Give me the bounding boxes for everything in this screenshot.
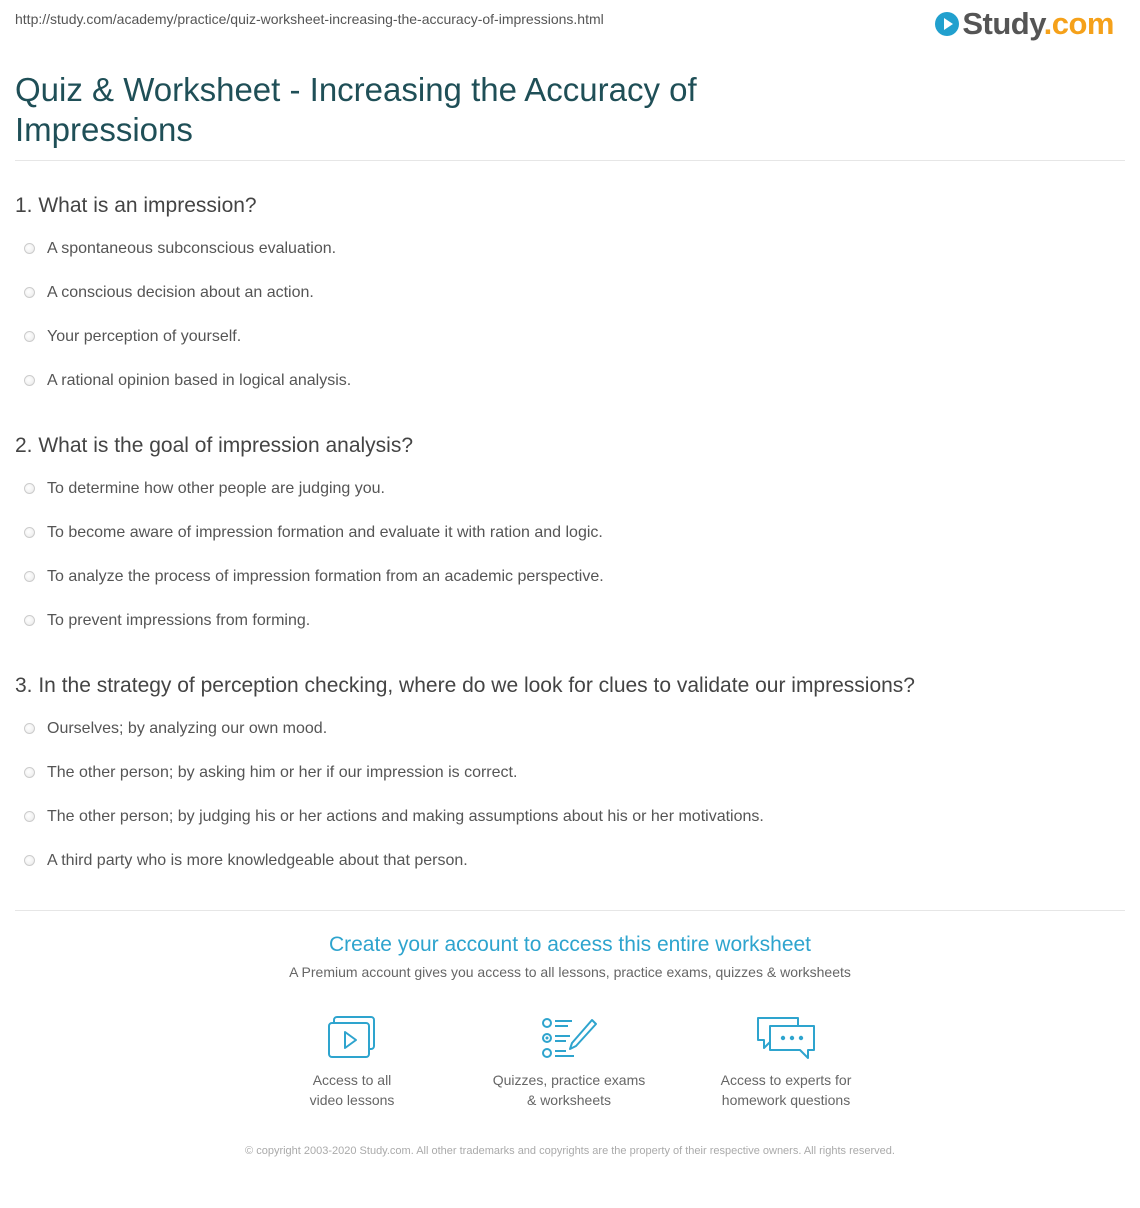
answer-option[interactable]: A third party who is more knowledgeable about that person.: [15, 839, 1125, 883]
feature-quizzes: [479, 1016, 659, 1110]
answer-option[interactable]: A spontaneous subconscious evaluation.: [15, 227, 1125, 271]
radio-button[interactable]: [24, 615, 35, 626]
radio-button[interactable]: [24, 855, 35, 866]
page-url: http://study.com/academy/practice/quiz-worksheet-increasing-the-accuracy-of-impressions.html: [15, 11, 604, 27]
experts-chat-icon: [754, 1016, 818, 1060]
radio-button[interactable]: [24, 331, 35, 342]
cta-subtitle: A Premium account gives you access to all lessons, practice exams, quizzes & worksheets: [289, 964, 851, 980]
logo-text: Study: [962, 6, 1044, 41]
play-logo-icon: [935, 12, 959, 36]
answer-option[interactable]: To become aware of impression formation and evaluate it with ration and logic.: [15, 511, 1125, 555]
question-2: [15, 431, 1125, 643]
radio-button[interactable]: [24, 483, 35, 494]
radio-button[interactable]: [24, 723, 35, 734]
create-account-link[interactable]: Create your account to access this entire worksheet: [328, 933, 812, 956]
feature-video-lessons: [262, 1016, 442, 1110]
study-logo[interactable]: [935, 6, 1114, 42]
radio-button[interactable]: [24, 767, 35, 778]
radio-button[interactable]: [24, 243, 35, 254]
answer-option[interactable]: To prevent impressions from forming.: [15, 599, 1125, 643]
feature-line: Quizzes, practice exams: [492, 1072, 646, 1088]
answer-option[interactable]: Ourselves; by analyzing our own mood.: [15, 707, 1125, 751]
answer-option[interactable]: Your perception of yourself.: [15, 315, 1125, 359]
quizzes-worksheets-icon: [540, 1016, 598, 1060]
feature-line: Access to all: [312, 1072, 392, 1088]
feature-line: Access to experts for: [720, 1072, 852, 1088]
answer-option[interactable]: A conscious decision about an action.: [15, 271, 1125, 315]
answer-option[interactable]: To determine how other people are judging you.: [15, 467, 1125, 511]
question-1-text: 1. What is an impression?: [15, 194, 257, 217]
question-2-text: 2. What is the goal of impression analysis?: [15, 434, 414, 457]
question-3: [15, 671, 1125, 883]
feature-line: homework questions: [721, 1092, 851, 1108]
answer-option[interactable]: To analyze the process of impression formation from an academic perspective.: [15, 555, 1125, 599]
feature-experts: [696, 1016, 876, 1110]
feature-line: video lessons: [309, 1092, 395, 1108]
page-title: Quiz & Worksheet - Increasing the Accuracy of Impressions: [15, 71, 697, 148]
divider: [15, 910, 1125, 911]
logo-suffix: .com: [1043, 6, 1114, 41]
answer-option[interactable]: The other person; by asking him or her if our impression is correct.: [15, 751, 1125, 795]
radio-button[interactable]: [24, 287, 35, 298]
copyright-text: © copyright 2003-2020 Study.com. All other trademarks and copyrights are the property of their respective owners. All rights reserved.: [245, 1145, 895, 1157]
radio-button[interactable]: [24, 527, 35, 538]
question-1: [15, 191, 1125, 403]
video-lessons-icon: [326, 1016, 378, 1060]
radio-button[interactable]: [24, 375, 35, 386]
radio-button[interactable]: [24, 571, 35, 582]
question-3-text: 3. In the strategy of perception checking, where do we look for clues to validate our impressions?: [15, 674, 915, 697]
answer-option[interactable]: A rational opinion based in logical analysis.: [15, 359, 1125, 403]
feature-line: & worksheets: [526, 1092, 612, 1108]
answer-option[interactable]: The other person; by judging his or her actions and making assumptions about his or her motivations.: [15, 795, 1125, 839]
radio-button[interactable]: [24, 811, 35, 822]
divider: [15, 160, 1125, 161]
